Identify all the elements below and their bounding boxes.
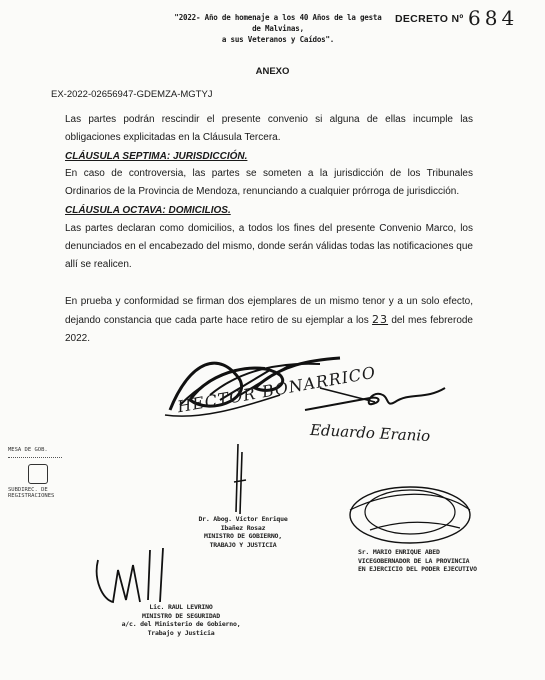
signature-eranio-scribble: [300, 380, 450, 420]
header-motto: [168, 12, 388, 45]
stamp-box-icon: [28, 464, 48, 484]
abed-name: Sr. MARIO ENRIQUE ABED: [358, 548, 440, 556]
decreto-number: 684: [468, 6, 519, 30]
heading-clausula-octava: CLÁUSULA OCTAVA: DOMICILIOS.: [65, 205, 231, 216]
signature-block-abed: [358, 548, 493, 574]
paragraph-jurisdiccion: En caso de controversia, las partes se someten a la jurisdicción de los Tribunales Ordinarios de la Provincia de Mendoza, renunciando a cualquier prórroga de jurisdicción.: [65, 168, 473, 197]
signature-bonarrico-name: HECTOR BONARRICO: [175, 362, 378, 417]
closing-text-start: En prueba y conformidad se firman dos ejemplares de un mismo tenor y a un solo efecto, dejando constancia que cada parte hace retiro de su ejemplar a los: [65, 296, 473, 326]
stamp-divider: [8, 457, 62, 458]
ibanez-title: MINISTRO DE GOBIERNO,: [204, 532, 282, 540]
registration-stamp: [8, 447, 62, 505]
ibanez-name: Dr. Abog. Víctor Enrique Ibañez Rosaz: [198, 515, 288, 532]
abed-title: VICEGOBERNADOR DE LA PROVINCIA: [358, 556, 470, 565]
levrino-acting: a/c. del Ministerio de Gobierno,: [121, 620, 241, 628]
expediente-reference: EX-2022-02656947-GDEMZA-MGTYJ: [51, 89, 213, 100]
signature-eranio-name: Eduardo Eranio: [309, 420, 431, 446]
heading-clausula-septima: CLÁUSULA SEPTIMA: JURISDICCIÓN.: [65, 151, 248, 162]
stamp-line-3: REGISTRACIONES: [8, 493, 55, 499]
motto-line-2: a sus Veteranos y Caídos".: [221, 35, 335, 44]
signature-levrino-scribble: [88, 540, 188, 610]
paragraph-rescision: Las partes podrán rescindir el presente convenio si alguna de ellas incumple las obligaciones explicitadas en la Cláusula Tercera.: [65, 114, 473, 143]
document-title: ANEXO: [255, 66, 290, 77]
decreto-label: DECRETO Nº: [395, 13, 464, 25]
levrino-name: Lic. RAUL LEVRINO: [149, 603, 213, 611]
signature-ibanez-scribble: [224, 442, 254, 517]
signature-block-levrino: [116, 603, 246, 637]
ibanez-ministry: TRABAJO Y JUSTICIA: [209, 540, 277, 549]
signature-abed-scribble: [330, 470, 480, 550]
levrino-ministry: Trabajo y Justicia: [147, 628, 215, 637]
closing-day: 23: [372, 313, 389, 326]
stamp-line-2: SUBDIREC. DE: [8, 487, 48, 493]
signature-block-ibanez: [188, 515, 298, 549]
abed-role: EN EJERCICIO DEL PODER EJECUTIVO: [358, 565, 477, 573]
levrino-title: MINISTRO DE SEGURIDAD: [142, 611, 220, 620]
paragraph-domicilios: Las partes declaran como domicilios, a todos los fines del presente Convenio Marco, los denunciados en el encabezado del mismo, donde serán válidas todas las notificaciones que allí se realicen.: [65, 223, 473, 270]
closing-text-end: del mes febrerode 2022.: [65, 315, 473, 344]
motto-line-1: "2022- Año de homenaje a los 40 Años de la gesta de Malvinas,: [174, 13, 382, 33]
stamp-line-1: MESA DE GOB.: [8, 447, 48, 453]
